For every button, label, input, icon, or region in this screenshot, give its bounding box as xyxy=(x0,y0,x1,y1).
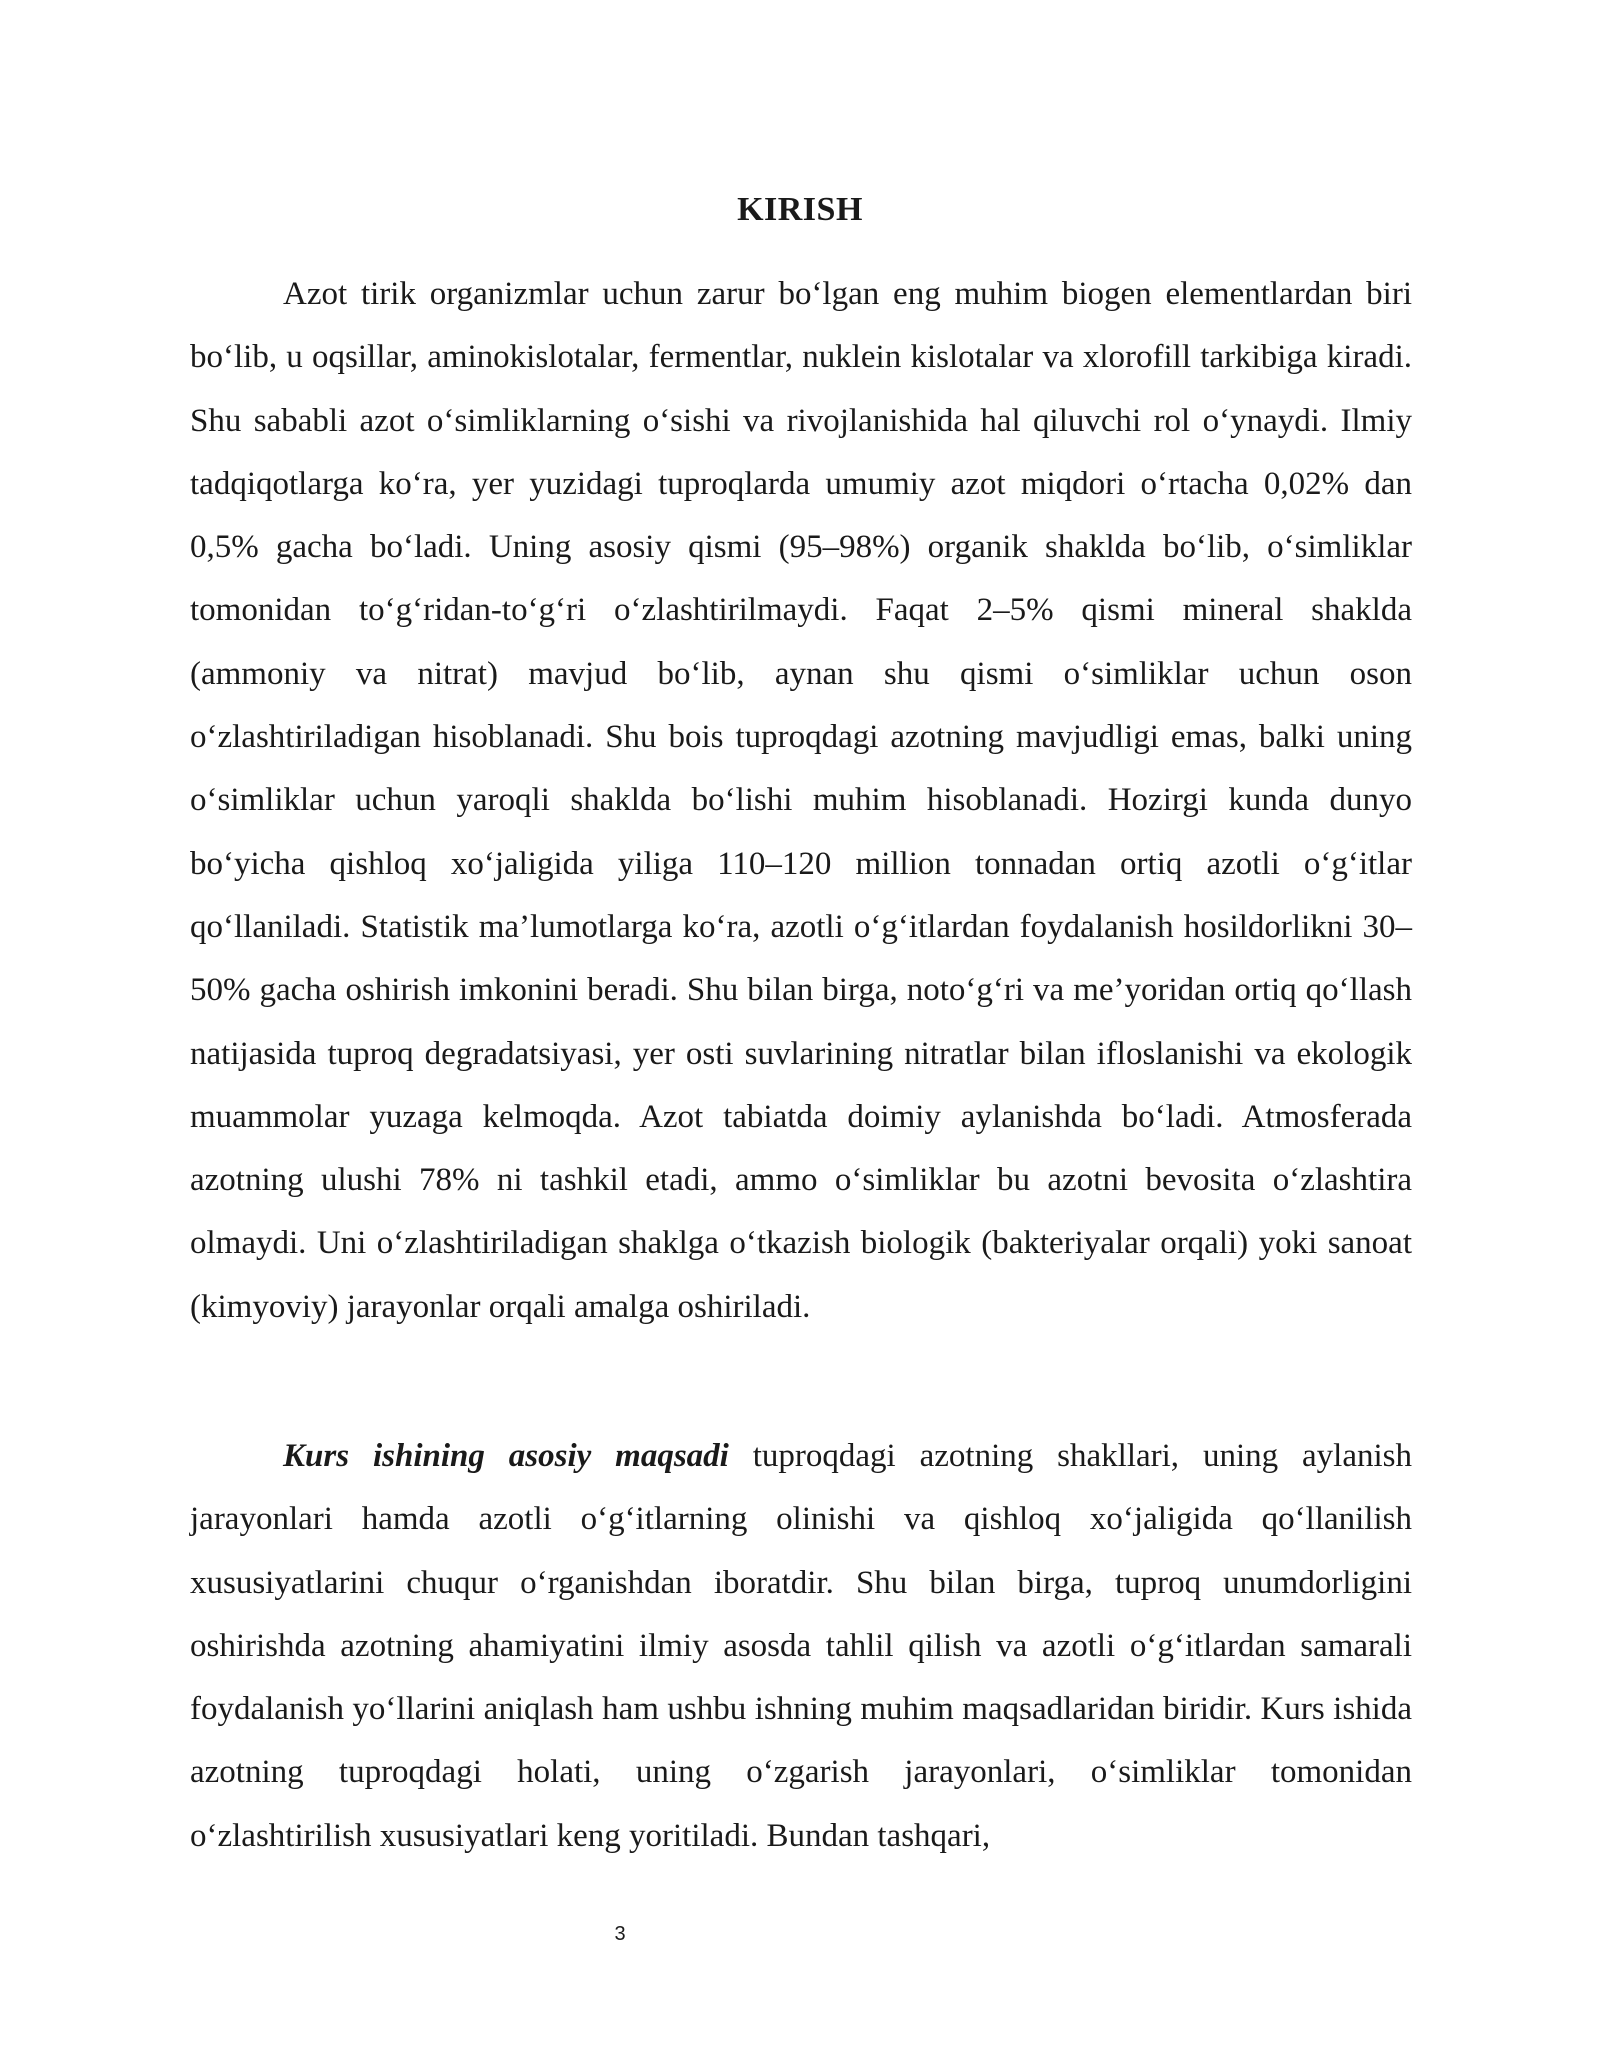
section-title: KIRISH xyxy=(737,191,863,228)
goal-paragraph-text: tuproqdagi azotning shakllari, uning aylanish jarayonlari hamda azotli o‘g‘itlarning olinishi va qishloq xo‘jaligida qo‘llanilish xususiyatlarini chuqur o‘rganishdan iboratdir. Shu bilan birga, tuproq unumdorligini oshirishda azotning ahamiyatini ilmiy asosda tahlil qilish va azotli o‘g‘itlardan samarali foydalanish yo‘llarini aniqlash ham ushbu ishning muhim maqsadlaridan biridir. Kurs ishida azotning tuproqdagi holati, uning o‘zgarish jarayonlari, o‘simliklar tomonidan o‘zlashtirilish xususiyatlari keng yoritiladi. Bundan tashqari, xyxy=(190,1438,1412,1854)
intro-paragraph-block xyxy=(190,263,1412,1339)
goal-paragraph xyxy=(190,1425,1412,1868)
page-number: 3 xyxy=(614,1923,626,1945)
intro-paragraph: Azot tirik organizmlar uchun zarur bo‘lgan eng muhim biogen elementlardan biri bo‘lib, u oqsillar, aminokislotalar, fermentlar, nuklein kislotalar va xlorofill tarkibiga kiradi. Shu sababli azot o‘simliklarning o‘sishi va rivojlanishida hal qiluvchi rol o‘ynaydi. Ilmiy tadqiqotlarga ko‘ra, yer yuzidagi tuproqlarda umumiy azot miqdori o‘rtacha 0,02% dan 0,5% gacha bo‘ladi. Uning asosiy qismi (95–98%) organik shaklda bo‘lib, o‘simliklar tomonidan to‘g‘ridan-to‘g‘ri o‘zlashtirilmaydi. Faqat 2–5% qismi mineral shaklda (ammoniy va nitrat) mavjud bo‘lib, aynan shu qismi o‘simliklar uchun oson o‘zlashtiriladigan hisoblanadi. Shu bois tuproqdagi azotning mavjudligi emas, balki uning o‘simliklar uchun yaroqli shaklda bo‘lishi muhim hisoblanadi. Hozirgi kunda dunyo bo‘yicha qishloq xo‘jaligida yiliga 110–120 million tonnadan ortiq azotli o‘g‘itlar qo‘llaniladi. Statistik ma’lumotlarga ko‘ra, azotli o‘g‘itlardan foydalanish hosildorlikni 30–50% gacha oshirish imkonini beradi. Shu bilan birga, noto‘g‘ri va me’yoridan ortiq qo‘llash natijasida tuproq degradatsiyasi, yer osti suvlarining nitratlar bilan ifloslanishi va ekologik muammolar yuzaga kelmoqda. Azot tabiatda doimiy aylanishda bo‘ladi. Atmosferada azotning ulushi 78% ni tashkil etadi, ammo o‘simliklar bu azotni bevosita o‘zlashtira olmaydi. Uni o‘zlashtiriladigan shaklga o‘tkazish biologik (bakteriyalar orqali) yoki sanoat (kimyoviy) jarayonlar orqali amalga oshiriladi. xyxy=(190,276,1412,1325)
goal-paragraph-lead: Kurs ishining asosiy maqsadi xyxy=(283,1438,729,1474)
goal-paragraph-block xyxy=(190,1425,1412,1868)
